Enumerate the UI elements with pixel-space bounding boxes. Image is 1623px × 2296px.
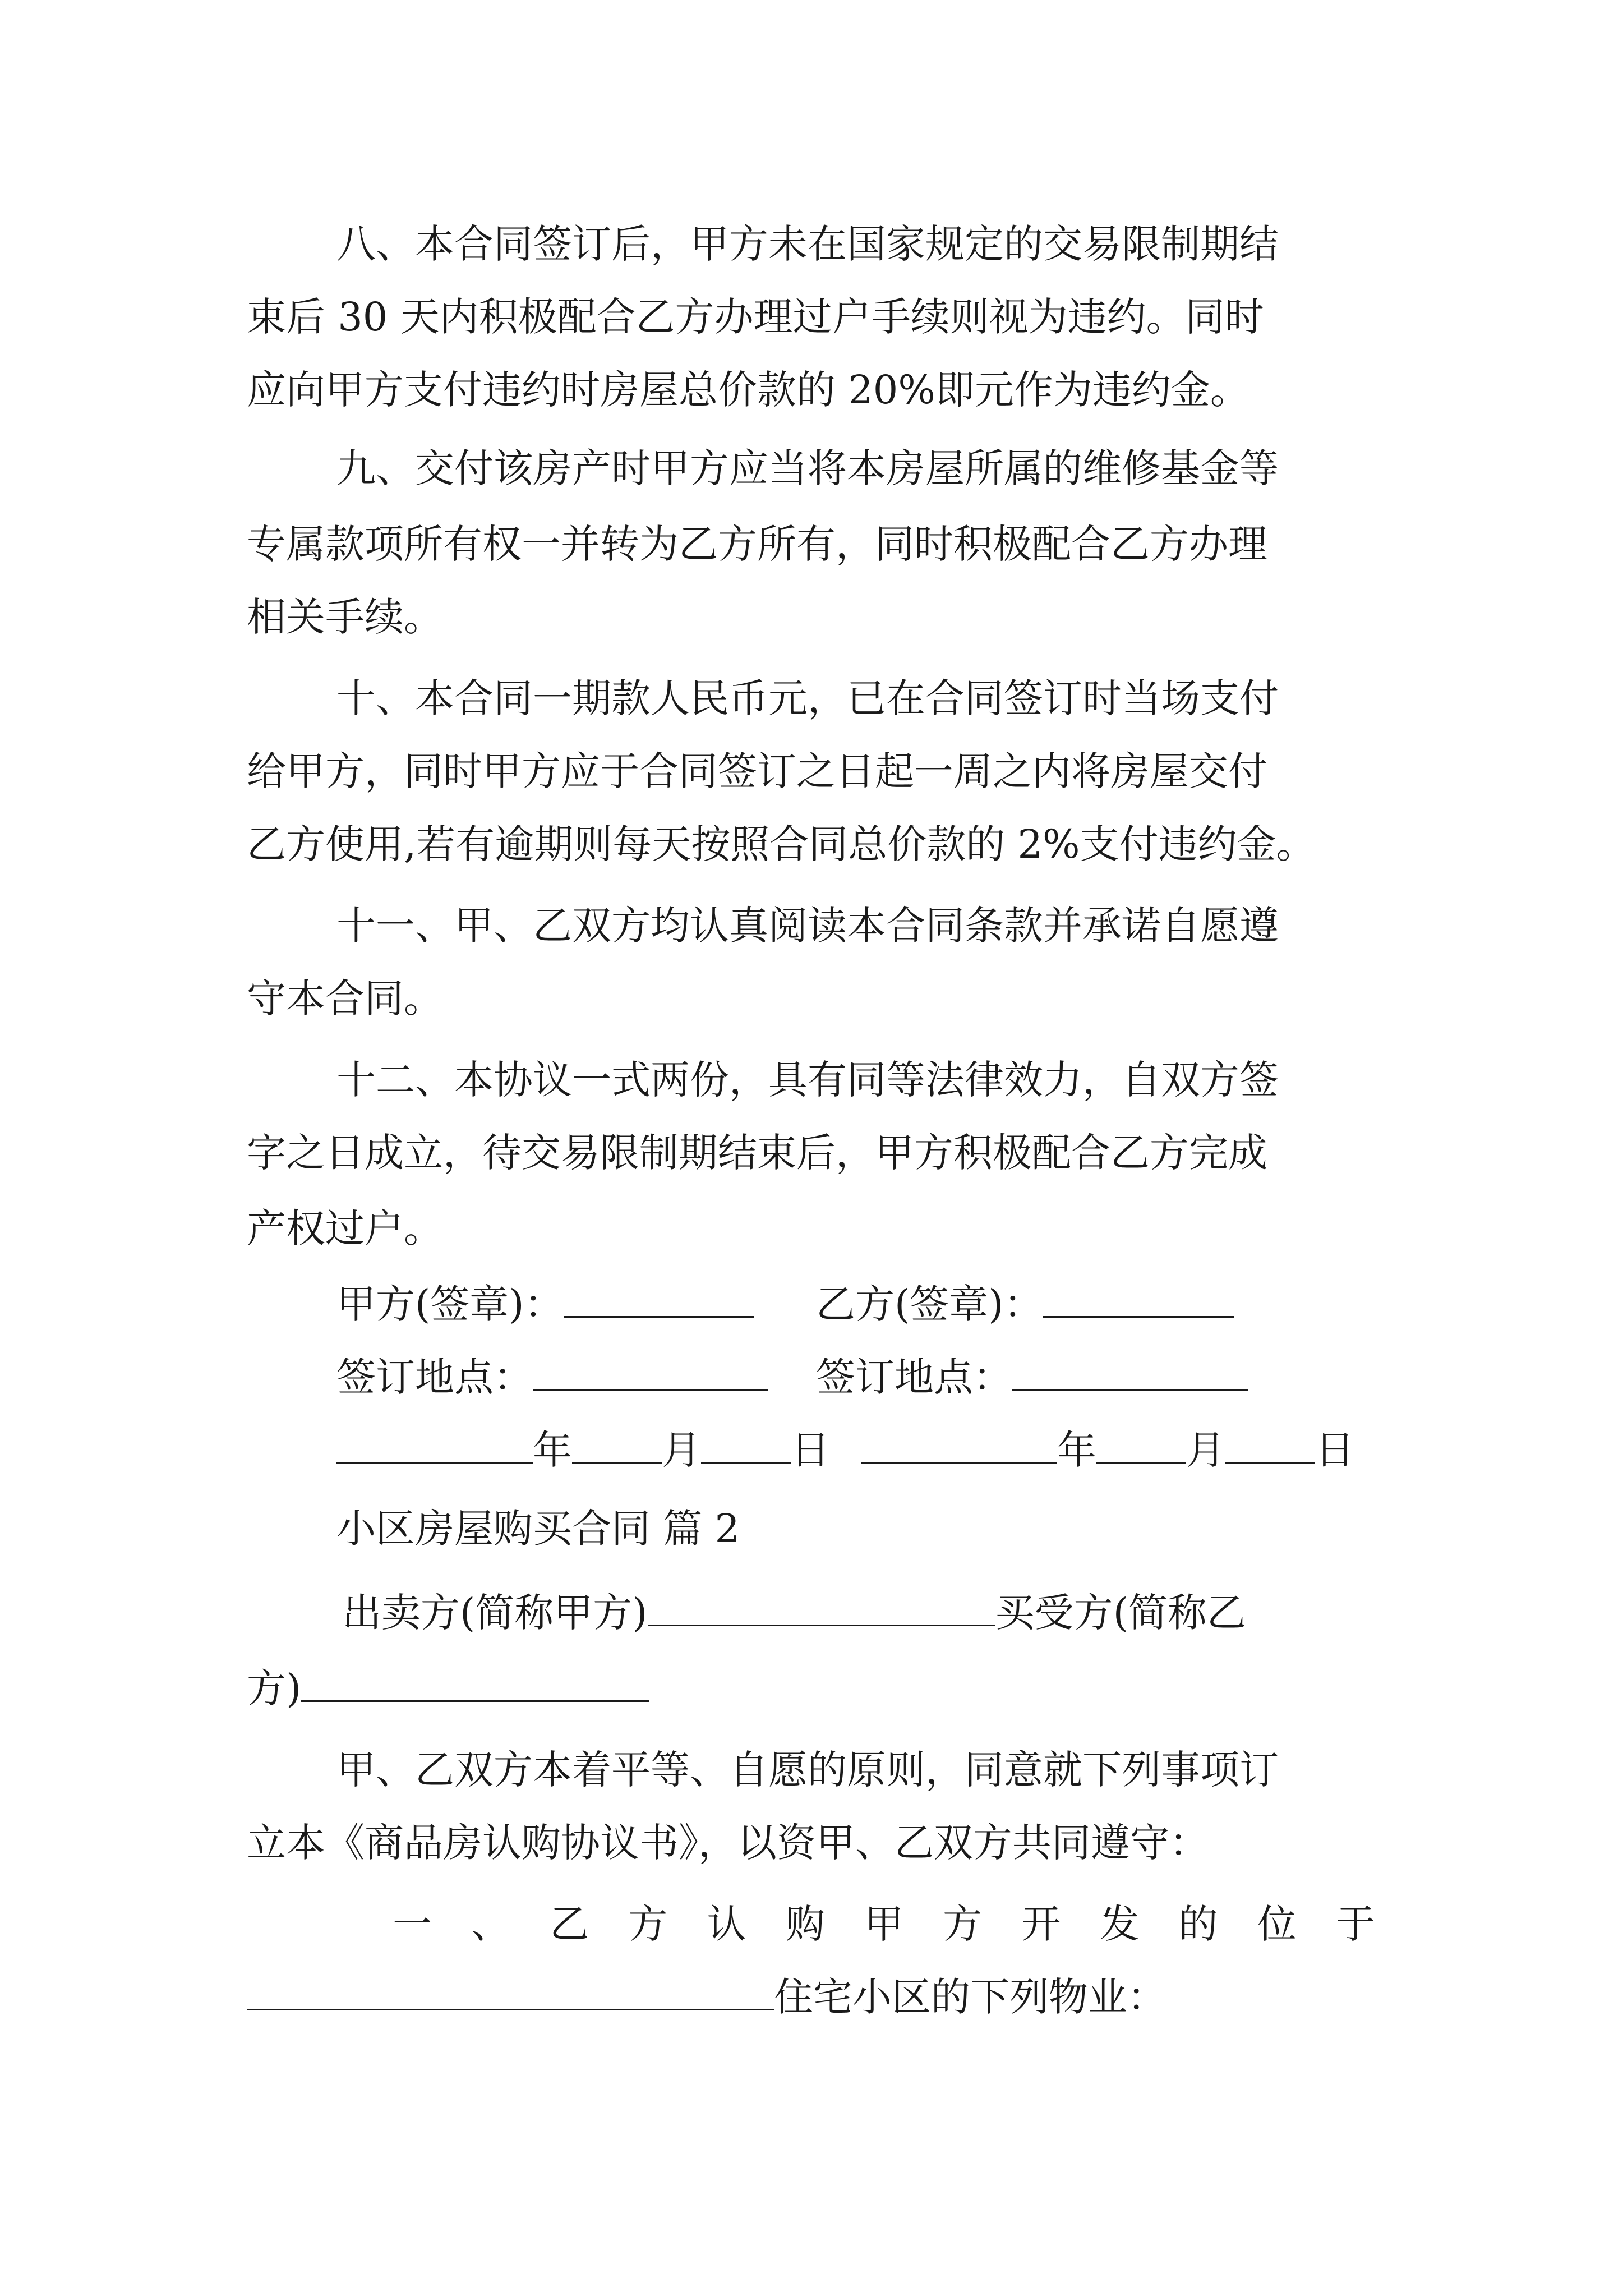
clause-9-line-2: 专属款项所有权一并转为乙方所有，同时积极配合乙方办理: [247, 521, 1267, 567]
place-b-blank: [1012, 1353, 1248, 1391]
intro-line-1: 甲、乙双方本着平等、自愿的原则，同意就下列事项订: [336, 1747, 1279, 1793]
clause-8-line-1: 八、本合同签订后，甲方未在国家规定的交易限制期结: [336, 221, 1279, 267]
seller-row: [342, 1585, 1246, 1641]
seller-label: 出卖方(简称甲方): [342, 1590, 648, 1636]
intro-line-2: 立本《商品房认购协议书》，以资甲、乙双方共同遵守：: [247, 1820, 1209, 1866]
place-a-label: 签订地点：: [336, 1354, 533, 1400]
item-1-line-2-text: 住宅小区的下列物业：: [774, 1974, 1166, 2020]
place-b: [816, 1349, 1248, 1405]
item-1-line-2: [247, 1969, 1166, 2025]
date-a-day: 日: [791, 1427, 830, 1473]
party-a-signature: [336, 1276, 754, 1332]
party-b-label: 乙方(签章)：: [816, 1281, 1043, 1327]
date-b-year-blank: [861, 1426, 1057, 1464]
seller-blank: [648, 1589, 995, 1626]
date-a-day-blank: [701, 1426, 791, 1464]
clause-11-line-1: 十一、甲、乙双方均认真阅读本合同条款并承诺自愿遵: [336, 903, 1279, 949]
place-a-blank: [533, 1353, 768, 1391]
clause-9-line-1: 九、交付该房产时甲方应当将本房屋所属的维修基金等: [336, 445, 1279, 491]
buyer-label: 买受方(简称乙: [995, 1590, 1246, 1636]
clause-8-line-3: 应向甲方支付违约时房屋总价款的 20%即元作为违约金。: [247, 367, 1249, 413]
buyer-row: [247, 1660, 649, 1717]
party-b-signature: [816, 1276, 1234, 1332]
clause-12-line-2: 字之日成立，待交易限制期结束后，甲方积极配合乙方完成: [247, 1130, 1267, 1176]
date-a-year: 年: [533, 1427, 572, 1473]
section-2-heading: 小区房屋购买合同 篇 2: [336, 1506, 740, 1552]
clause-10-line-3: 乙方使用,若有逾期则每天按照合同总价款的 2%支付违约金。: [247, 821, 1316, 867]
date-a-month-blank: [572, 1426, 662, 1464]
date-b-year: 年: [1057, 1427, 1096, 1473]
clause-9-line-3: 相关手续。: [247, 594, 443, 640]
party-a-signature-blank: [564, 1280, 754, 1318]
date-b: [861, 1422, 1354, 1478]
date-a-month: 月: [662, 1427, 701, 1473]
buyer-label-continued: 方): [247, 1665, 302, 1711]
place-b-label: 签订地点：: [816, 1354, 1012, 1400]
clause-10-line-2: 给甲方，同时甲方应于合同签订之日起一周之内将房屋交付: [247, 748, 1267, 794]
buyer-blank: [301, 1664, 649, 1702]
clause-8-line-2: 束后 30 天内积极配合乙方办理过户手续则视为违约。同时: [247, 294, 1264, 340]
date-b-month: 月: [1186, 1427, 1225, 1473]
date-b-day-blank: [1225, 1426, 1315, 1464]
item-1-location-blank: [247, 1973, 774, 2010]
party-b-signature-blank: [1043, 1280, 1234, 1318]
clause-10-line-1: 十、本合同一期款人民币元，已在合同签订时当场支付: [336, 675, 1279, 721]
date-a-year-blank: [336, 1426, 533, 1464]
date-b-month-blank: [1096, 1426, 1186, 1464]
party-a-label: 甲方(签章)：: [336, 1281, 564, 1327]
place-a: [336, 1349, 768, 1405]
clause-11-line-2: 守本合同。: [247, 976, 443, 1022]
date-b-day: 日: [1315, 1427, 1354, 1473]
clause-12-line-3: 产权过户。: [247, 1205, 443, 1251]
clause-12-line-1: 十二、本协议一式两份，具有同等法律效力，自双方签: [336, 1057, 1279, 1103]
date-a: [336, 1422, 830, 1478]
item-1-line-1: 一、乙方认购甲方开发的位于: [393, 1901, 1385, 1947]
